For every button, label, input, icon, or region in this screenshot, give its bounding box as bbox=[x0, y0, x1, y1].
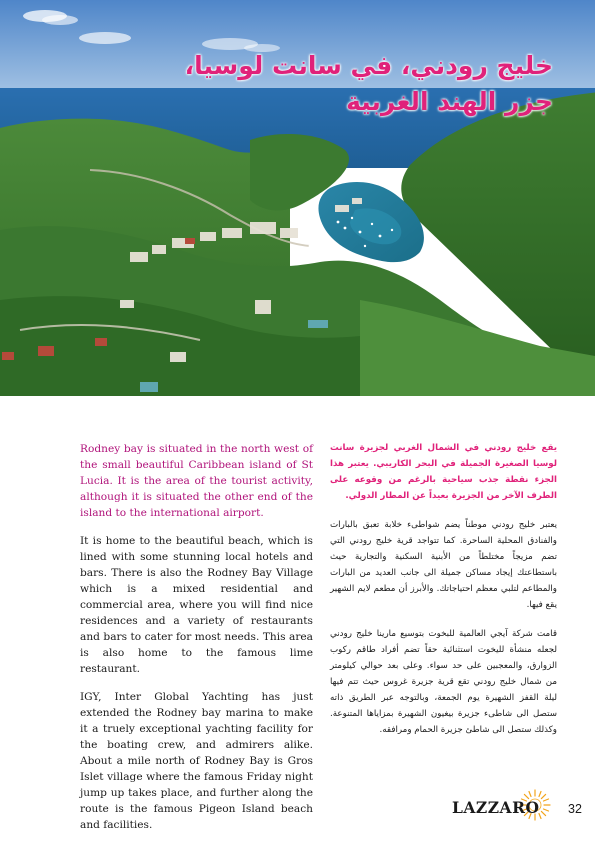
arabic-paragraph-1: يعتبر خليج رودني موطناً يضم شواطىء خلابة تعبق بالبارات والفنادق المحلية الساحرة. كما تتواجد قرية خليج رودني التي تضم مزيجاً مختلطاً من الأبنية السكنية والتجارية حيث باستطاعتك إيجاد مساكن جميلة الى جانب العديد من البارات والمطاعم لتلبي معظم احتياجاتك. والأبرز أن مطعم لايم الشهير يقع فيها. bbox=[330, 520, 557, 610]
brand-name: LAZZARO bbox=[452, 798, 540, 817]
lazzaro-logo bbox=[452, 788, 552, 828]
english-paragraph-1: It is home to the beautiful beach, which is lined with some stunning local hotels and bars. There is also the Rodney Bay Village which is a mixed residential and commercial area, where you will find nice residences and a variety of restaurants and bars to cater for most needs. This area is also home to the famous lime restaurant. bbox=[80, 535, 313, 675]
english-lead-paragraph: Rodney bay is situated in the north west of the small beautiful Caribbean island of St Lucia. It is the area of the tourist activity, although it is situated the other end of the island to the international airport. bbox=[80, 443, 313, 519]
english-paragraph-2: IGY, Inter Global Yachting has just extended the Rodney bay marina to make it a truely exceptional yachting facility for the boating crew, and admirers alike. About a mile north of Rodney Bay is Gros Islet village where the famous Friday night jump up takes place, and further along the route is the famous Pigeon Island beach and facilities. bbox=[80, 691, 313, 831]
english-column bbox=[80, 441, 313, 845]
arabic-column bbox=[330, 440, 557, 751]
title-line-1: خليج رودني، في سانت لوسيا، bbox=[184, 51, 553, 80]
page-number: 32 bbox=[568, 802, 582, 816]
arabic-lead-paragraph: يقع خليج رودني في الشمال الغربي لجزيرة سانت لوسيا الصغيرة الجميلة في البحر الكاريبي. يعتبر هذا الجزء نقطة جذب سياحية بالرغم من وقوعه على الطرف الآخر من الجزيرة بعيداً عن المطار الدولي. bbox=[330, 443, 557, 501]
title-line-2: جزر الهند الغربية bbox=[346, 87, 553, 116]
arabic-paragraph-2: قامت شركة آيجي العالمية للبخوت بتوسيع مارينا خليج رودني لجعله منشأة لليخوت استثنائية حقاً تضم أفراد طاقم ركوب الزوارق، والمعجبين على حد سواء. وعلى بعد حوالي كيلومتر من شمال خليج رودني تقع قرية جزيرة غروس حيث تتم فيها ليلة القفز الشهيرة يوم الجمعة، وبالتوجه عبر الطريق ذاته ستصل الى شاطىء جزيرة بيغيون الشهيرة بمزاياها المتنوعة. وكذلك ستصل الى شاطئ جزيرة الحمام ومرافقه. bbox=[330, 629, 557, 735]
article-title bbox=[185, 48, 553, 120]
